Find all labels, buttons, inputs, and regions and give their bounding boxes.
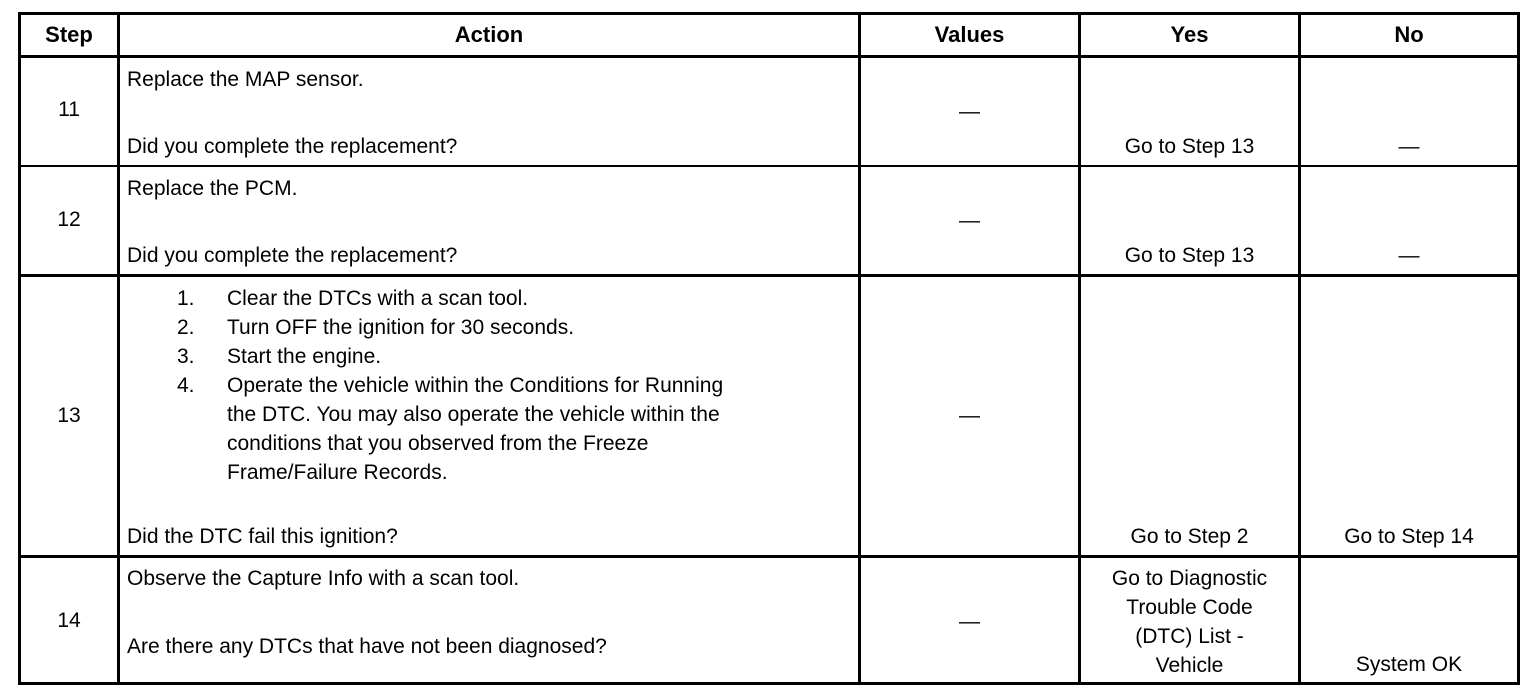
procedure-step-text: Turn OFF the ignition for 30 seconds.: [227, 316, 575, 339]
yes-cell-line: Trouble Code: [1126, 596, 1253, 619]
header-action: Action: [454, 22, 524, 47]
values-cell: —: [959, 100, 980, 123]
action-question: Did you complete the replacement?: [127, 135, 458, 158]
header-step: Step: [45, 22, 93, 47]
procedure-step-number: 1.: [177, 287, 195, 310]
action-text: Replace the PCM.: [127, 177, 298, 200]
procedure-list: [127, 284, 723, 487]
column-divider: [117, 15, 120, 682]
step-number: 14: [57, 609, 81, 632]
procedure-step: [127, 284, 723, 313]
yes-cell-line: Go to Diagnostic: [1111, 567, 1268, 590]
procedure-step-text: conditions that you observed from the Freeze: [227, 432, 649, 455]
step-number: 12: [57, 208, 81, 231]
yes-cell: Go to Step 13: [1124, 244, 1255, 267]
yes-cell: Go to Step 13: [1124, 135, 1255, 158]
action-question: Did you complete the replacement?: [127, 244, 458, 267]
values-cell: —: [959, 610, 980, 633]
header-values: Values: [934, 22, 1005, 47]
header-yes: Yes: [1170, 22, 1209, 47]
diagnostic-table: [18, 12, 1520, 685]
values-cell: —: [959, 209, 980, 232]
action-question: Did the DTC fail this ignition?: [127, 525, 398, 548]
yes-cell-line: (DTC) List -: [1135, 625, 1244, 648]
row-divider: [21, 274, 1517, 277]
header-no: No: [1394, 22, 1424, 47]
values-cell: —: [959, 404, 980, 427]
action-question: Are there any DTCs that have not been diagnosed?: [127, 635, 607, 658]
no-cell: Go to Step 14: [1344, 525, 1474, 548]
procedure-step: [127, 371, 723, 487]
procedure-step-text: Start the engine.: [227, 345, 382, 368]
procedure-step: [127, 342, 723, 371]
procedure-step: [127, 313, 723, 342]
procedure-step-text: the DTC. You may also operate the vehicle within the: [227, 403, 720, 426]
step-number: 13: [57, 404, 81, 427]
procedure-step-number: 2.: [177, 316, 195, 339]
action-text: Replace the MAP sensor.: [127, 68, 364, 91]
column-divider: [1298, 15, 1301, 682]
action-text: Observe the Capture Info with a scan tool.: [127, 567, 520, 590]
row-divider: [21, 555, 1517, 558]
procedure-step-number: 4.: [177, 374, 195, 397]
yes-cell: [1081, 564, 1298, 680]
yes-cell: Go to Step 2: [1130, 525, 1249, 548]
no-cell: —: [1398, 135, 1420, 158]
no-cell: System OK: [1355, 653, 1463, 676]
procedure-step-text: Frame/Failure Records.: [227, 461, 448, 484]
step-number: 11: [58, 98, 80, 121]
no-cell: —: [1398, 244, 1420, 267]
procedure-step-text: Clear the DTCs with a scan tool.: [227, 287, 529, 310]
procedure-step-text: Operate the vehicle within the Conditions for Running: [227, 374, 724, 397]
procedure-step-number: 3.: [177, 345, 195, 368]
yes-cell-line: Vehicle: [1155, 654, 1224, 677]
row-divider: [21, 165, 1517, 167]
header-divider: [21, 55, 1517, 58]
